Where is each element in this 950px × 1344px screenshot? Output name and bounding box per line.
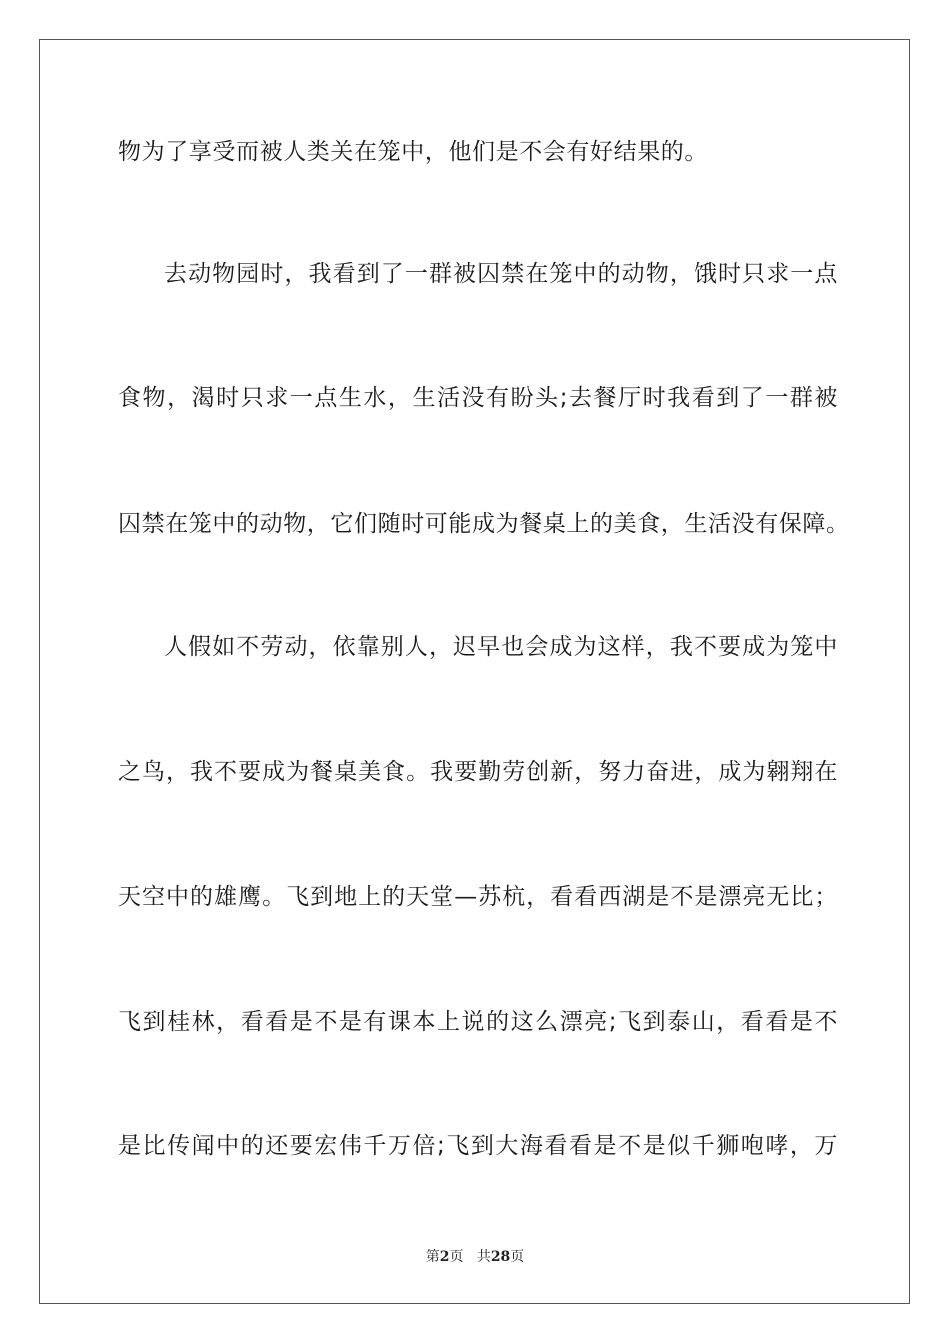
total-prefix: 共 <box>476 1249 491 1265</box>
total-pages: 28 <box>490 1249 511 1265</box>
page-border <box>39 39 910 1304</box>
page-prefix: 第 <box>425 1249 440 1265</box>
text-line-7: 天空中的雄鹰。飞到地上的天堂—苏杭，看看西湖是不是漂亮无比； <box>118 884 838 910</box>
text-line-2: 去动物园时，我看到了一群被囚禁在笼中的动物，饿时只求一点 <box>164 261 838 287</box>
page-footer <box>0 1246 950 1266</box>
text-line-3: 食物，渴时只求一点生水，生活没有盼头;去餐厅时我看到了一群被 <box>118 385 838 411</box>
text-line-6: 之鸟，我不要成为餐桌美食。我要勤劳创新，努力奋进，成为翱翔在 <box>118 759 838 785</box>
text-line-5: 人假如不劳动，依靠别人，迟早也会成为这样，我不要成为笼中 <box>164 634 838 660</box>
page-suffix: 页 <box>449 1249 464 1265</box>
text-line-4: 囚禁在笼中的动物，它们随时可能成为餐桌上的美食，生活没有保障。 <box>118 511 850 537</box>
text-line-9: 是比传闻中的还要宏伟千万倍;飞到大海看看是不是似千狮咆哮，万 <box>118 1133 838 1159</box>
text-line-1: 物为了享受而被人类关在笼中，他们是不会有好结果的。 <box>118 139 708 165</box>
text-line-8: 飞到桂林，看看是不是有课本上说的这么漂亮;飞到泰山，看看是不 <box>118 1009 838 1035</box>
total-suffix: 页 <box>510 1249 525 1265</box>
page-number: 2 <box>439 1249 450 1265</box>
